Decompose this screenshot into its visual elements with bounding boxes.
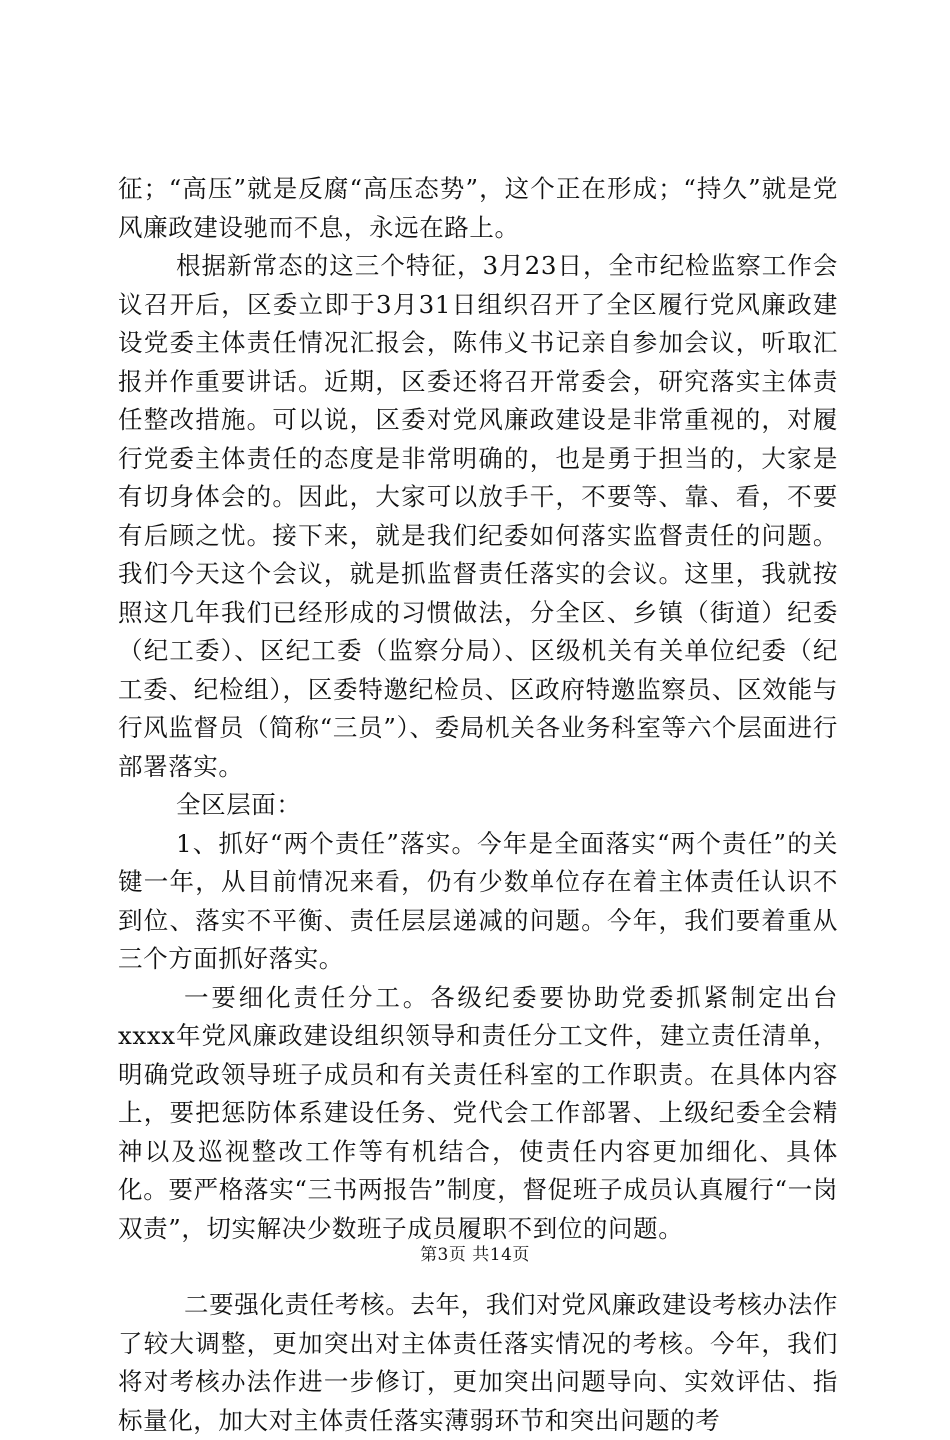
paragraph-refine-duties: 一要细化责任分工。各级纪委要协助党委抓紧制定出台xxxx年党风廉政建设组织领导和责任分工文件，建立责任清单，明确党政领导班子成员和有关责任科室的工作职责。在具体内容上，要把惩防体系建设任务、党代会工作部署、上级纪委全会精神以及巡视整改工作等有机结合，使责任内容更加细化、具体化。要严格落实“三书两报告”制度，督促班子成员认真履行“一岗双责”，切实解决少数班子成员履职不到位的问题。 (118, 982, 838, 1243)
paragraph-background: 根据新常态的这三个特征，3月23日，全市纪检监察工作会议召开后，区委立即于3月31日组织召开了全区履行党风廉政建设党委主体责任情况汇报会，陈伟义书记亲自参加会议，听取汇报并作重要讲话。近期，区委还将召开常委会，研究落实主体责任整改措施。可以说，区委对党风廉政建设是非常重视的，对履行党委主体责任的态度是非常明确的，也是勇于担当的，大家是有切身体会的。因此，大家可以放手干，不要等、靠、看，不要有后顾之忧。接下来，就是我们纪委如何落实监督责任的问题。我们今天这个会议，就是抓监督责任落实的会议。这里，我就按照这几年我们已经形成的习惯做法，分全区、乡镇（街道）纪委（纪工委）、区纪工委（监察分局）、区级机关有关单位纪委（纪工委、纪检组），区委特邀纪检员、区政府特邀监察员、区效能与行风监督员（简称“三员”）、委局机关各业务科室等六个层面进行部署落实。 (118, 251, 838, 781)
paragraph-continuation: 征；“高压”就是反腐“高压态势”，这个正在形成；“持久”就是党风廉政建设驰而不息，永远在路上。 (118, 174, 838, 242)
paragraph-assessment: 二要强化责任考核。去年，我们对党风廉政建设考核办法作了较大调整，更加突出对主体责任落实情况的考核。今年，我们将对考核办法作进一步修订，更加突出问题导向、实效评估、指标量化，加大对主体责任落实薄弱环节和突出问题的考 (118, 1290, 838, 1435)
paragraph-item-1: 1、抓好“两个责任”落实。今年是全面落实“两个责任”的关键一年，从目前情况来看，仍有少数单位存在着主体责任认识不到位、落实不平衡、责任层层递减的问题。今年，我们要着重从三个方面抓好落实。 (118, 828, 838, 973)
section-heading: 全区层面： (176, 790, 302, 819)
page-number: 第3页 共14页 (420, 1245, 530, 1265)
